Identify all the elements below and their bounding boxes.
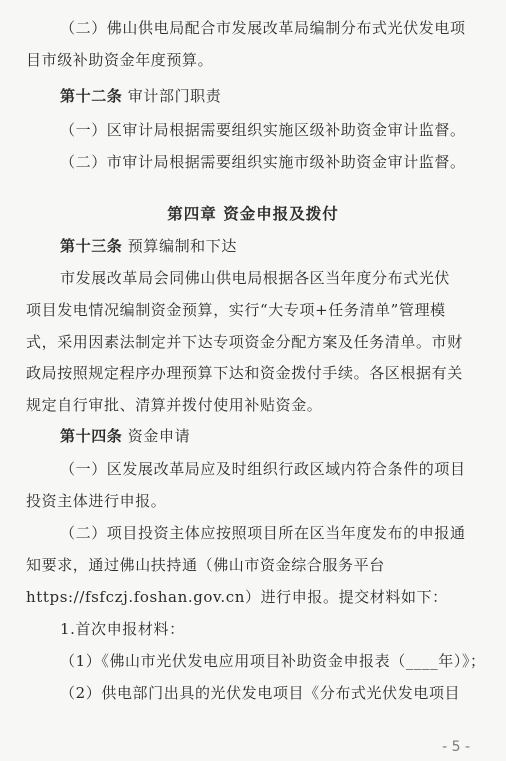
list-heading: 1.首次申报材料： xyxy=(60,620,185,638)
article-heading xyxy=(60,236,237,256)
chapter-heading: 第四章 资金申报及拨付 xyxy=(167,205,339,223)
paragraph-line: （二）项目投资主体应按照项目所在区当年度发布的申报通 xyxy=(60,524,466,542)
article-heading xyxy=(60,426,190,446)
paragraph-line: 投资主体进行申报。 xyxy=(26,492,167,510)
article-number: 第十二条 xyxy=(60,87,123,105)
article-number: 第十四条 xyxy=(60,427,123,445)
page-number: - 5 - xyxy=(442,739,470,755)
article-number: 第十三条 xyxy=(60,237,123,255)
list-item: （1）《佛山市光伏发电应用项目补助资金申报表（____年）》； xyxy=(60,652,486,670)
article-title: 预算编制和下达 xyxy=(122,237,237,255)
paragraph-line: 知要求，通过佛山扶持通（佛山市资金综合服务平台 xyxy=(26,556,385,574)
paragraph-line: 政局按照规定程序办理预算下达和资金拨付手续。各区根据有关 xyxy=(26,364,463,382)
article-title: 资金申请 xyxy=(122,427,191,445)
paragraph-line: 目市级补助资金年度预算。 xyxy=(26,51,214,69)
paragraph-line: 规定自行审批、清算并拨付使用补贴资金。 xyxy=(26,396,323,414)
article-heading xyxy=(60,86,221,106)
paragraph-line: 式，采用因素法制定并下达专项资金分配方案及任务清单。市财 xyxy=(26,333,463,351)
paragraph-line: 市发展改革局会同佛山供电局根据各区当年度分布式光伏 xyxy=(60,269,451,287)
paragraph-line: （二）佛山供电局配合市发展改革局编制分布式光伏发电项 xyxy=(60,19,466,37)
paragraph-line: （一）区审计局根据需要组织实施区级补助资金审计监督。 xyxy=(60,121,466,139)
paragraph-line: （一）区发展改革局应及时组织行政区域内符合条件的项目 xyxy=(60,460,466,478)
list-item: （2）供电部门出具的光伏发电项目《分布式光伏发电项目 xyxy=(60,684,461,702)
paragraph-line: 项目发电情况编制资金预算，实行“大专项+任务清单”管理模 xyxy=(26,301,446,319)
paragraph-line-url: https://fsfczj.foshan.gov.cn）进行申报。提交材料如下： xyxy=(26,588,448,606)
article-title: 审计部门职责 xyxy=(122,87,222,105)
paragraph-line: （二）市审计局根据需要组织实施市级补助资金审计监督。 xyxy=(60,153,466,171)
